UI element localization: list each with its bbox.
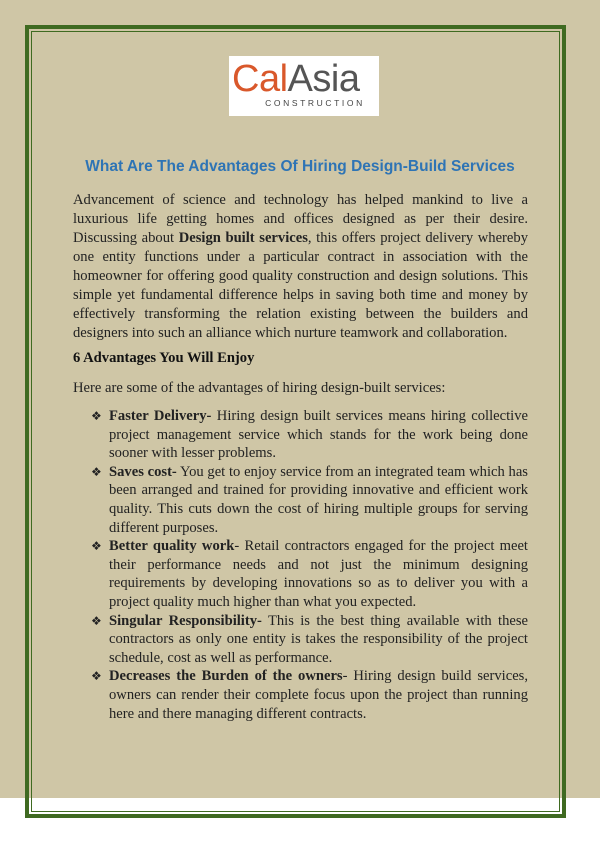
list-item	[91, 612, 528, 668]
document-title: What Are The Advantages Of Hiring Design-Build Services	[85, 158, 515, 175]
logo-brand-b: Asia	[287, 58, 360, 100]
logo-brand-a: Cal	[232, 58, 288, 100]
company-logo	[229, 56, 379, 116]
logo-wordmark	[232, 59, 359, 99]
advantage-text: - Retail contractors engaged for the project meet their performance needs and not just the minimum designing requirements by developing innovations so as to deliver you with a project quality much higher than what you expected.	[109, 538, 528, 610]
diamond-bullet-icon: ❖	[91, 464, 102, 479]
intro-paragraph	[73, 191, 528, 343]
advantage-title: Better quality work	[109, 538, 235, 555]
advantages-heading: 6 Advantages You Will Enjoy	[73, 350, 255, 366]
advantages-lead: Here are some of the advantages of hiring design-built services:	[73, 380, 446, 396]
diamond-bullet-icon: ❖	[91, 409, 102, 423]
diamond-bullet-icon: ❖	[91, 669, 102, 684]
logo-tagline: CONSTRUCTION	[265, 98, 365, 108]
list-item	[91, 537, 528, 611]
advantage-title: Faster Delivery-	[109, 408, 212, 424]
advantage-text: Hiring design built services means hiring collective project management service which stands for the work being done sooner with lesser problems.	[109, 408, 528, 462]
list-item	[91, 407, 528, 463]
advantage-title: Saves cost-	[109, 463, 177, 480]
diamond-bullet-icon: ❖	[91, 613, 102, 628]
list-item	[91, 667, 528, 723]
advantage-text: You get to enjoy service from an integrated team which has been arranged and trained for providing innovative and efficient work quality. This cuts down the cost of hiring multiple groups for serving different purposes.	[109, 463, 528, 536]
intro-text-2: , this offers project delivery whereby one entity functions under a particular contract in association with the homeowner for offering good quality construction and design solutions. This simple yet fundamental difference helps in saving both time and money by effectively transforming the relation existing between the builders and designers into such an alliance which nurture teamwork and collaboration.	[73, 230, 528, 341]
list-item	[91, 463, 528, 537]
intro-text-1: Advancement of science and technology has helped mankind to live a luxurious life getting homes and offices designed as per their desire. Discussing about	[73, 192, 528, 246]
advantage-title: Singular Responsibility-	[109, 612, 262, 629]
diamond-bullet-icon: ❖	[91, 539, 102, 554]
advantage-title: Decreases the Burden of the owners	[109, 668, 343, 685]
advantage-text: This is the best thing available with these contractors as only one entity is takes the responsibility of the project schedule, cost as well as performance.	[109, 612, 528, 666]
intro-bold-term: Design built services	[178, 230, 308, 246]
advantages-list	[91, 407, 528, 723]
advantage-text: - Hiring design build services, owners can render their complete focus upon the project than running here and there managing different contracts.	[109, 668, 529, 722]
